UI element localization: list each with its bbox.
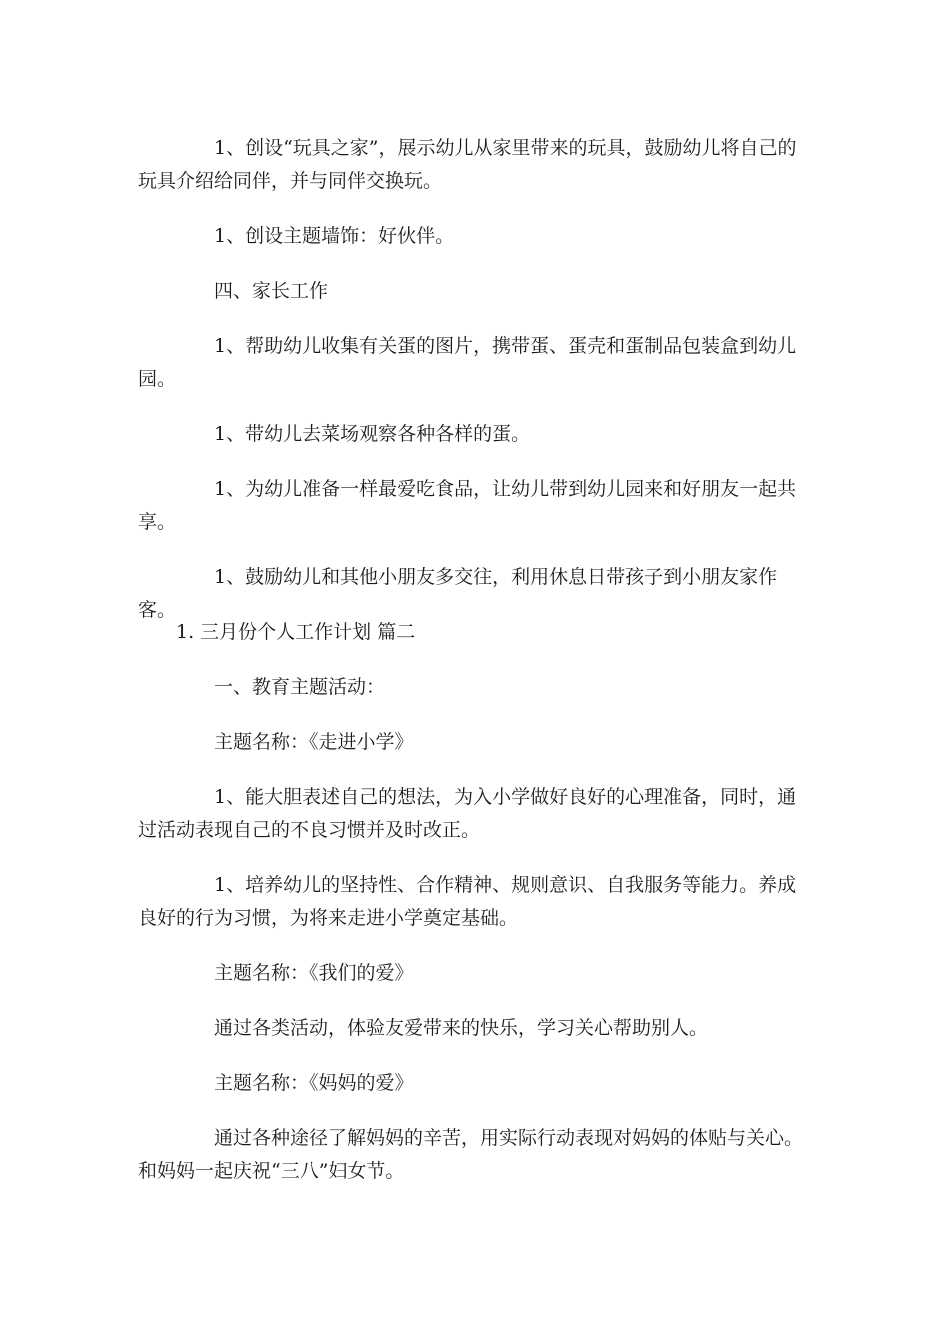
paragraph-mothers-day: 通过各种途径了解妈妈的辛苦，用实际行动表现对妈妈的体贴与关心。和妈妈一起庆祝“三八”妇女节。 [138,1127,804,1182]
paragraph-education-activities: 一、教育主题活动： [214,676,386,698]
paragraph-parent-work-heading: 四、家长工作 [214,280,329,302]
paragraph-friendship: 通过各类活动，体验友爱带来的快乐，学习关心帮助别人。 [214,1017,709,1039]
paragraph-toy-home: 1、创设“玩具之家”，展示幼儿从家里带来的玩具，鼓励幼儿将自己的玩具介绍给同伴，并与同伴交换玩。 [138,137,797,192]
section-heading: 1. 三月份个人工作计划 篇二 [176,621,416,643]
paragraph-theme-wall: 1、创设主题墙饰：好伙伴。 [214,225,455,247]
paragraph-encourage-friends: 1、鼓励幼儿和其他小朋友多交往，利用休息日带孩子到小朋友家作客。 [138,566,778,621]
paragraph-favorite-food: 1、为幼儿准备一样最爱吃食品，让幼儿带到幼儿园来和好朋友一起共享。 [138,478,797,533]
paragraph-cultivate-habits: 1、培养幼儿的坚持性、合作精神、规则意识、自我服务等能力。养成良好的行为习惯，为将来走进小学奠定基础。 [138,874,797,929]
paragraph-express-ideas: 1、能大胆表述自己的想法，为入小学做好良好的心理准备，同时，通过活动表现自己的不良习惯并及时改正。 [138,786,797,841]
paragraph-theme-primary-school: 主题名称：《走进小学》 [214,731,414,753]
paragraph-collect-eggs: 1、帮助幼儿收集有关蛋的图片，携带蛋、蛋壳和蛋制品包装盒到幼儿园。 [138,335,797,390]
paragraph-theme-our-love: 主题名称：《我们的爱》 [214,962,414,984]
paragraph-theme-mothers-love: 主题名称：《妈妈的爱》 [214,1072,414,1094]
paragraph-market-visit: 1、带幼儿去菜场观察各种各样的蛋。 [214,423,531,445]
